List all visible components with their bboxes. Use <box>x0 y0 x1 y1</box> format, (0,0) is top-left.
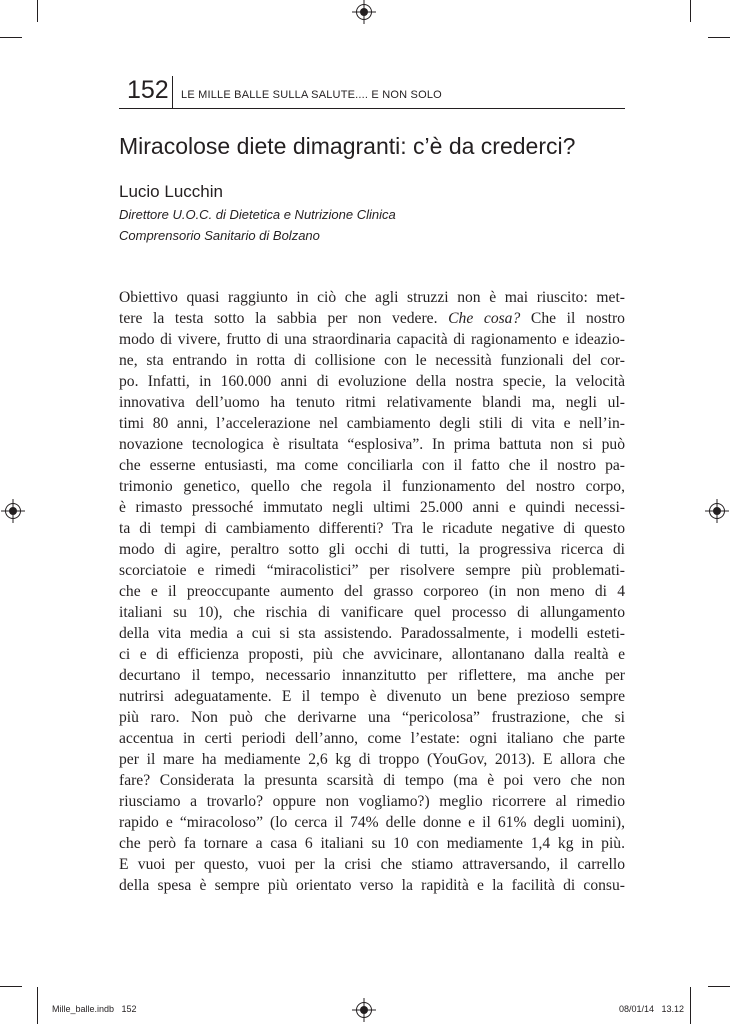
body-line: decurtano il tempo, necessario innanzitutto per riflettere, ma anche per <box>119 667 625 684</box>
body-line: innovativa dell’uomo ha tenuto ritmi relativamente blandi ma, negli ul- <box>119 394 625 411</box>
running-head <box>119 74 625 110</box>
body-line: Obiettivo quasi raggiunto in ciò che agli struzzi non è mai riuscito: met- <box>119 289 625 306</box>
body-line: novazione tecnologica è risultata “esplosiva”. In prima battuta non si può <box>119 436 625 453</box>
crop-mark <box>37 0 38 22</box>
body-text <box>119 287 625 896</box>
body-line: fare? Considerata la presunta scarsità di tempo (ma è poi vero che non <box>119 772 625 789</box>
body-line: modo di agire, peraltro sotto gli occhi di tutti, la progressiva ricerca di <box>119 541 625 558</box>
author-affiliation: Direttore U.O.C. di Dietetica e Nutrizione Clinica <box>119 207 396 222</box>
body-line: po. Infatti, in 160.000 anni di evoluzione della nostra specie, la velocità <box>119 373 625 390</box>
article-title: Miracolose diete dimagranti: c’è da crederci? <box>119 133 576 159</box>
crop-mark <box>708 986 730 987</box>
body-line: che però fa tornare a casa 6 italiani su 10 con mediamente 1,4 kg in più. <box>119 835 625 852</box>
author-affiliation: Comprensorio Sanitario di Bolzano <box>119 228 320 243</box>
italic-phrase: Che cosa? <box>448 310 521 327</box>
footer-timestamp: 08/01/14 13.12 <box>618 1004 684 1014</box>
body-line: scorciatoie e rimedi “miracolistici” per risolvere sempre più problemati- <box>119 562 625 579</box>
running-head-title: LE MILLE BALLE SULLA SALUTE.... E NON SOLO <box>181 89 442 101</box>
body-line: trimonio genetico, quello che regola il funzionamento del nostro corpo, <box>119 478 625 495</box>
body-line: E vuoi per questo, vuoi per la crisi che stiamo attraversando, il carrello <box>119 856 625 873</box>
body-line: è rimasto pressoché immutato negli ultimi 25.000 anni e quindi necessi- <box>119 499 625 516</box>
body-line: accentua in certi periodi dell’anno, come l’estate: ogni italiano che parte <box>119 730 625 747</box>
crop-mark <box>37 987 38 1024</box>
crop-mark <box>708 37 730 38</box>
author-name: Lucio Lucchin <box>119 182 223 201</box>
registration-mark-icon <box>356 1002 372 1018</box>
crop-mark <box>0 37 22 38</box>
body-line: tere la testa sotto la sabbia per non vedere. Che cosa? Che il nostro <box>119 310 625 327</box>
body-line: per il mare ha mediamente 2,6 kg di troppo (YouGov, 2013). E allora che <box>119 751 625 768</box>
body-line: più raro. Non può che derivarne una “pericolosa” frustrazione, che si <box>119 709 625 726</box>
body-line: della vita media a cui si sta assistendo. Paradossalmente, i modelli esteti- <box>119 625 625 642</box>
footer-file-slug: Mille_balle.indb 152 <box>52 1004 137 1014</box>
body-line: che e il preoccupante aumento del grasso corporeo (in non meno di 4 <box>119 583 625 600</box>
body-line: rapido e “miracoloso” (lo cerca il 74% delle donne e il 61% degli uomini), <box>119 814 625 831</box>
body-line: della spesa è sempre più orientato verso la rapidità e la facilità di consu- <box>119 877 625 894</box>
body-line: modo di vivere, frutto di una straordinaria capacità di ragionamento e ideazio- <box>119 331 625 348</box>
running-head-rule <box>119 108 625 109</box>
body-line: italiani su 10), che rischia di vanificare quel processo di allungamento <box>119 604 625 621</box>
body-line: ta di tempi di cambiamento differenti? Tra le ricadute negative di questo <box>119 520 625 537</box>
crop-mark <box>690 0 691 22</box>
running-head-divider <box>172 76 173 108</box>
body-line: che esserne entusiasti, ma come conciliarla con il fatto che il nostro pa- <box>119 457 625 474</box>
body-line: ci e di efficienza proposti, più che avvicinare, allontanano dalla realtà e <box>119 646 625 663</box>
crop-mark <box>0 986 22 987</box>
registration-mark-icon <box>5 503 21 519</box>
body-line: ne, sta entrando in rotta di collisione con le necessità funzionali del cor- <box>119 352 625 369</box>
body-line: timi 80 anni, l’accelerazione nel cambiamento degli stili di vita e nell’in- <box>119 415 625 432</box>
registration-mark-icon <box>356 4 372 20</box>
registration-mark-icon <box>709 503 725 519</box>
body-line: riusciamo a trovarlo? oppure non vogliamo?) meglio ricorrere al rimedio <box>119 793 625 810</box>
crop-mark <box>690 987 691 1024</box>
body-line: nutrirsi adeguatamente. E il tempo è divenuto un bene prezioso sempre <box>119 688 625 705</box>
page-number: 152 <box>127 76 169 104</box>
